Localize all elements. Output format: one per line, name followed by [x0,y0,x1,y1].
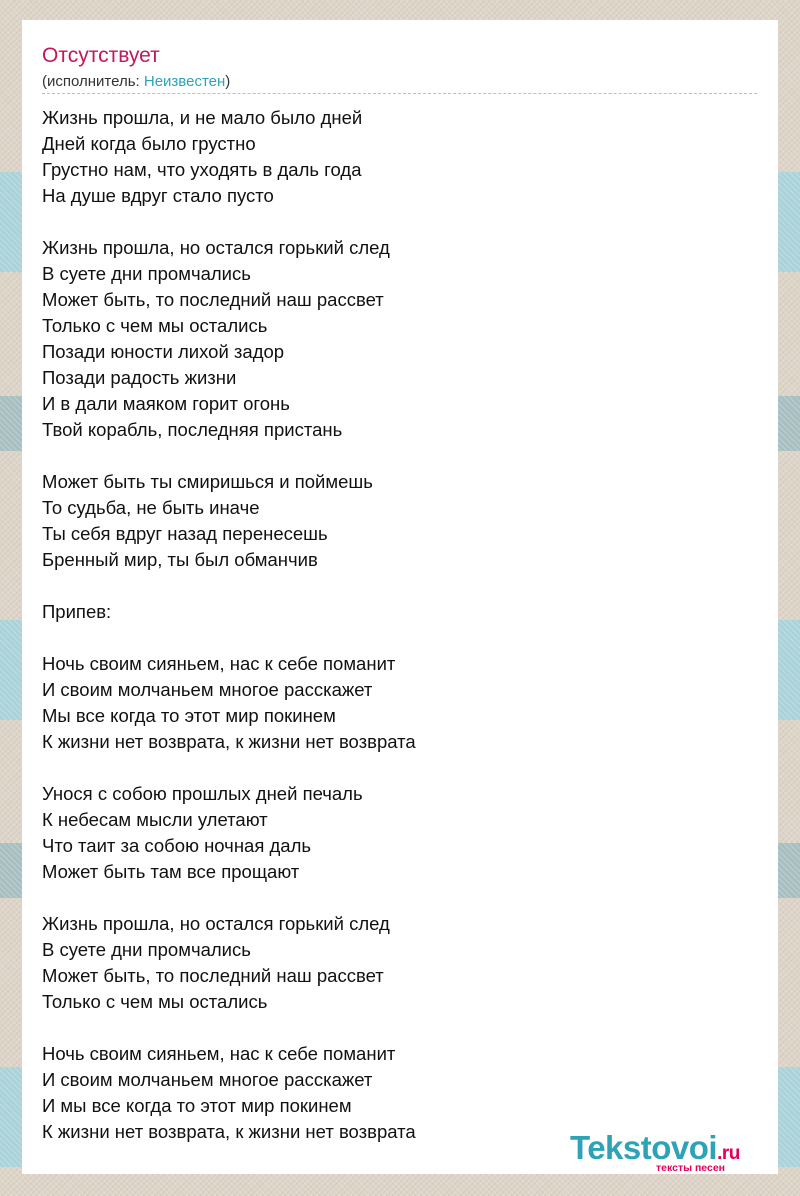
lyric-line: Ты себя вдруг назад перенесешь [42,523,328,544]
lyric-line: Грустно нам, что уходять в даль года [42,159,362,180]
lyric-line: И в дали маяком горит огонь [42,393,290,414]
lyric-line: Только с чем мы остались [42,315,268,336]
stanza-break [42,209,757,235]
lyric-line: Только с чем мы остались [42,991,268,1012]
lyric-line: Бренный мир, ты был обманчив [42,549,318,570]
stanza-break [42,625,757,651]
site-logo[interactable] [570,1129,775,1174]
lyric-line: Жизнь прошла, но остался горький след [42,913,390,934]
song-title: Отсутствует [42,44,160,67]
lyric-line: Позади радость жизни [42,367,237,388]
performer-suffix: ) [225,73,231,90]
lyric-line: В суете дни промчались [42,263,251,284]
lyric-line: К жизни нет возврата, к жизни нет возврата [42,731,416,752]
performer-line [42,73,230,90]
lyric-line: К жизни нет возврата, к жизни нет возврата [42,1121,416,1142]
lyrics-text [42,105,757,1145]
stanza-break [42,573,757,599]
lyric-line: На душе вдруг стало пусто [42,185,274,206]
lyric-line: То судьба, не быть иначе [42,497,260,518]
lyric-line: Жизнь прошла, но остался горький след [42,237,390,258]
lyric-line: Жизнь прошла, и не мало было дней [42,107,363,128]
stanza-break [42,885,757,911]
lyric-line: В суете дни промчались [42,939,251,960]
lyric-line: Может быть ты смиришься и поймешь [42,471,373,492]
logo-name: Tekstovoi [570,1129,718,1166]
title-divider [42,93,757,94]
lyrics-card [22,20,778,1174]
logo-tagline: тексты песен [656,1162,726,1174]
lyric-line: И своим молчаньем многое расскажет [42,679,373,700]
lyric-line: И своим молчаньем многое расскажет [42,1069,373,1090]
lyric-line: Что таит за собою ночная даль [42,835,311,856]
lyric-line: Ночь своим сияньем, нас к себе поманит [42,653,396,674]
lyric-line: Ночь своим сияньем, нас к себе поманит [42,1043,396,1064]
lyric-line: Может быть там все прощают [42,861,300,882]
lyric-line: Дней когда было грустно [42,133,256,154]
lyric-line: Припев: [42,601,112,622]
performer-prefix: (исполнитель: [42,73,144,90]
lyric-line: Твой корабль, последняя пристань [42,419,343,440]
artist-link[interactable]: Неизвестен [143,73,226,90]
stanza-break [42,1015,757,1041]
lyric-line: Унося с собою прошлых дней печаль [42,783,363,804]
lyric-line: И мы все когда то этот мир покинем [42,1095,352,1116]
lyric-line: Может быть, то последний наш рассвет [42,965,384,986]
lyric-line: Может быть, то последний наш рассвет [42,289,384,310]
logo-tld: .ru [717,1143,740,1164]
lyric-line: Позади юности лихой задор [42,341,285,362]
stanza-break [42,443,757,469]
lyric-line: Мы все когда то этот мир покинем [42,705,336,726]
lyric-line: К небесам мысли улетают [42,809,268,830]
stanza-break [42,755,757,781]
